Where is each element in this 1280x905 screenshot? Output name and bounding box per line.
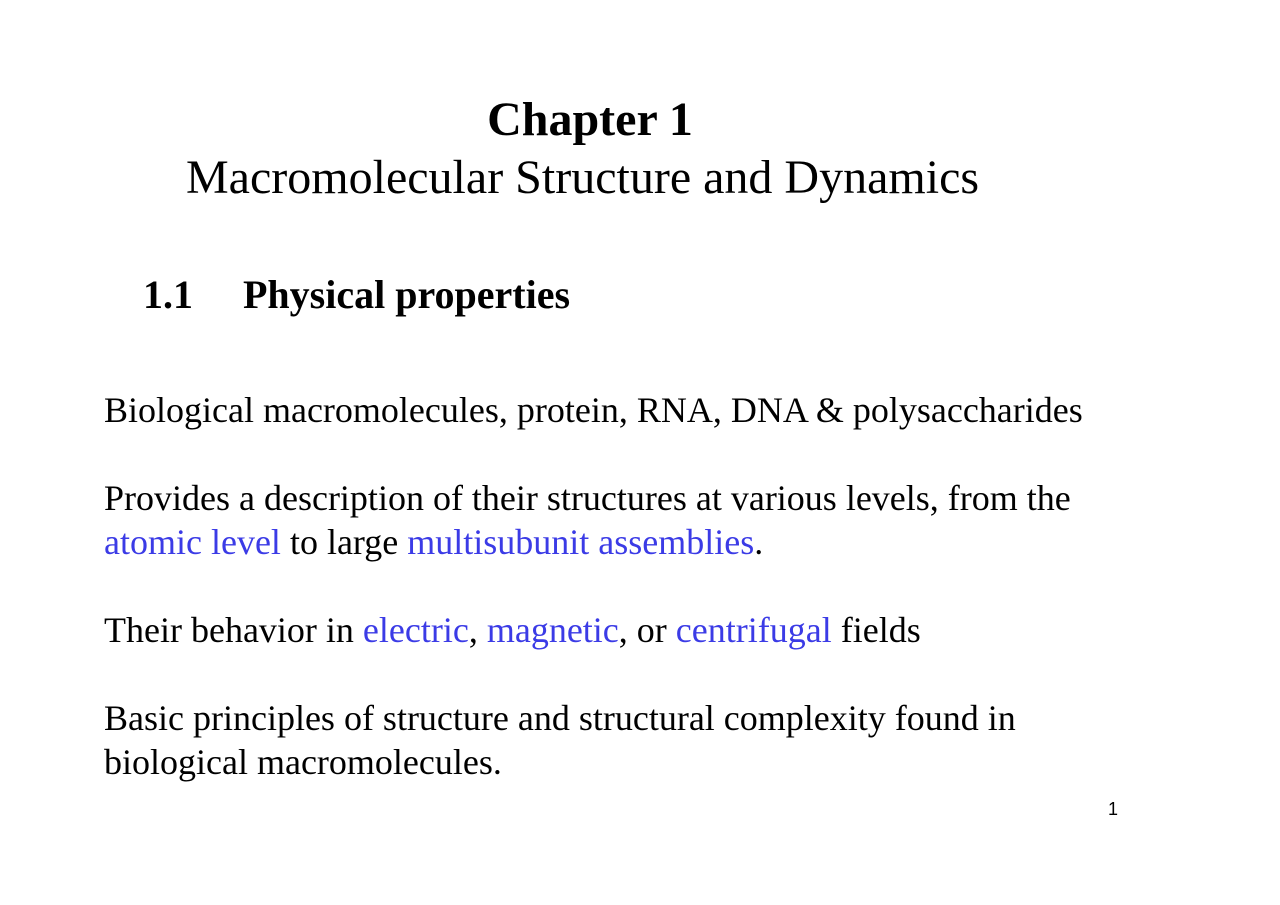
text-fragment: to large bbox=[280, 522, 408, 562]
page-number: 1 bbox=[1108, 799, 1119, 819]
paragraph-line: Basic principles of structure and structural complexity found in bbox=[104, 698, 1016, 738]
highlight-atomic-level: atomic level bbox=[104, 522, 281, 562]
section-title: Physical properties bbox=[243, 272, 571, 317]
paragraph-line: Biological macromolecules, protein, RNA, DNA & polysaccharides bbox=[104, 390, 1083, 430]
paragraph-line: Provides a description of their structures at various levels, from the bbox=[104, 478, 1071, 518]
paragraph-structure-levels bbox=[104, 476, 1071, 564]
text-fragment: . bbox=[754, 522, 764, 562]
chapter-subtitle: Macromolecular Structure and Dynamics bbox=[186, 151, 980, 204]
section-heading bbox=[143, 270, 570, 320]
section-number: 1.1 bbox=[143, 272, 193, 317]
paragraph-line bbox=[104, 520, 1071, 564]
paragraph-line bbox=[104, 608, 921, 652]
highlight-magnetic: magnetic bbox=[486, 610, 619, 650]
text-fragment: , or bbox=[618, 610, 676, 650]
text-fragment: , bbox=[468, 610, 487, 650]
paragraph-macromolecules bbox=[104, 388, 1083, 432]
paragraph-line: biological macromolecules. bbox=[104, 742, 502, 782]
chapter-title: Chapter 1 bbox=[487, 93, 693, 146]
highlight-centrifugal: centrifugal bbox=[675, 610, 832, 650]
text-fragment: Their behavior in bbox=[104, 610, 363, 650]
highlight-electric: electric bbox=[362, 610, 469, 650]
paragraph-basic-principles bbox=[104, 696, 1016, 784]
highlight-multisubunit-assemblies: multisubunit assemblies bbox=[407, 522, 755, 562]
paragraph-field-behavior bbox=[104, 608, 921, 652]
text-fragment: fields bbox=[831, 610, 921, 650]
